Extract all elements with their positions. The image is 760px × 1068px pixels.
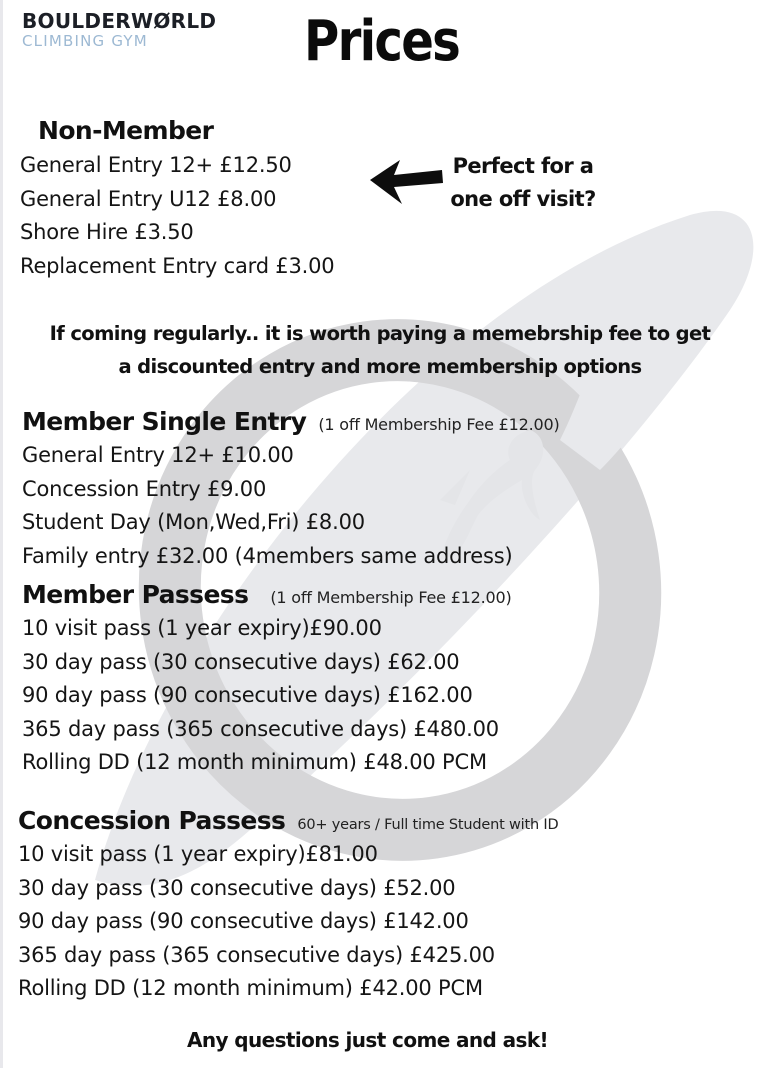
callout-line-1: Perfect for a [452,154,594,178]
logo-brand-name: BOULDERWØRLD [22,9,217,33]
membership-fee-note: (1 off Membership Fee £12.00) [270,588,512,607]
member-passes-heading: Member Passess [22,580,249,609]
membership-fee-note: (1 off Membership Fee £12.00) [318,415,560,434]
promo-line-2: a discounted entry and more membership options [118,355,642,378]
one-off-visit-callout [368,150,638,220]
callout-line-2: one off visit? [450,187,596,211]
price-line: Rolling DD (12 month minimum) £48.00 PCM [22,750,487,774]
callout-text [448,150,598,216]
price-line: Family entry £32.00 (4members same address) [22,543,513,568]
concession-passes-heading: Concession Passess [18,806,286,835]
boulderworld-logo [22,10,216,50]
member-single-entry-heading: Member Single Entry [22,407,307,436]
price-line: 90 day pass (90 consecutive days) £142.00 [18,909,469,933]
logo-tagline: CLIMBING GYM [22,32,148,50]
promo-line-1: If coming regularly.. it is worth paying a memebrship fee to get [49,322,711,345]
price-line: General Entry 12+ £12.50 [20,153,292,177]
price-line: 10 visit pass (1 year expiry)£81.00 [18,842,378,866]
left-arrow-icon [368,156,448,206]
price-line: 10 visit pass (1 year expiry)£90.00 [22,616,382,640]
price-line: General Entry U12 £8.00 [20,186,277,211]
member-single-entry-section [22,405,559,573]
concession-eligibility-note: 60+ years / Full time Student with ID [297,817,559,833]
price-line: Shore Hire £3.50 [20,220,194,244]
price-line: Replacement Entry card £3.00 [20,253,335,278]
price-line: 90 day pass (90 consecutive days) £162.00 [22,683,473,707]
price-line: Concession Entry £9.00 [22,476,267,501]
footer-message: Any questions just come and ask! [186,1028,549,1052]
non-member-heading: Non-Member [38,116,214,145]
non-member-section [20,113,334,283]
price-line: 365 day pass (365 consecutive days) £425.00 [18,942,495,967]
membership-promo [20,317,740,383]
member-passes-section [22,578,512,780]
price-line: Rolling DD (12 month minimum) £42.00 PCM [18,976,483,1000]
price-line: General Entry 12+ £10.00 [22,443,294,467]
price-line: Student Day (Mon,Wed,Fri) £8.00 [22,510,365,534]
concession-passes-section [18,804,558,1006]
price-line: 365 day pass (365 consecutive days) £480.00 [22,716,499,741]
price-line: 30 day pass (30 consecutive days) £52.00 [18,875,456,900]
page-title: Prices [304,9,460,74]
price-line: 30 day pass (30 consecutive days) £62.00 [22,649,460,674]
